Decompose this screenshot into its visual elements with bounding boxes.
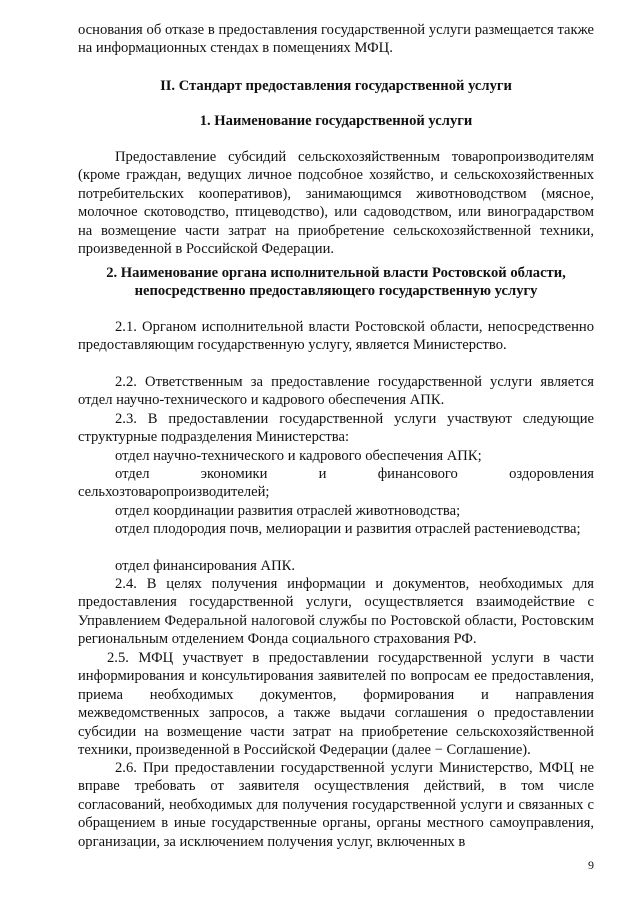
department-item: отдел научно-технического и кадрового обеспечения АПК; — [115, 448, 482, 464]
paragraph-2-4: 2.4. В целях получения информации и документов, необходимых для предоставления государственной услуги, осуществляется взаимодействие с Управлением Федеральной налоговой службы по Ростовской области, Ростовским региональным отделением Фонда социального страхования РФ. — [78, 576, 594, 648]
paragraph-2-6: 2.6. При предоставлении государственной услуги Министерство, МФЦ не вправе требовать от заявителя осуществления действий, в том числе согласований, необходимых для получения государственной услуги и связанных с обращением в иные государственные органы, органы местного самоуправления, организации, за исключением получения услуг, включенных в — [78, 760, 594, 850]
paragraph-2-2: 2.2. Ответственным за предоставление государственной услуги является отдел научно-технического и кадрового обеспечения АПК. — [78, 374, 594, 409]
intro-paragraph: основания об отказе в предоставления государственной услуги размещается также на информационных стендах в помещениях МФЦ. — [78, 22, 594, 57]
paragraph-2-3: 2.3. В предоставлении государственной услуги участвуют следующие структурные подразделения Министерства: — [78, 411, 594, 446]
page-number: 9 — [588, 858, 594, 872]
department-item: отдел финансирования АПК. — [115, 558, 295, 574]
department-item: отдел плодородия почв, мелиорации и развития отраслей растениеводства; — [115, 521, 581, 537]
department-item: отдел экономики и финансового оздоровления сельхозтоваропроизводителей; — [78, 466, 594, 501]
section-heading: II. Стандарт предоставления государственной услуги — [160, 78, 512, 94]
paragraph-2-1: 2.1. Органом исполнительной власти Ростовской области, непосредственно предоставляющим государственную услугу, является Министерство. — [78, 319, 594, 354]
subsection-1-heading: 1. Наименование государственной услуги — [199, 113, 473, 129]
paragraph-2-5: 2.5. МФЦ участвует в предоставлении государственной услуги в части информирования и консультирования заявителей по вопросам ее предоставления, приема необходимых документов, формирования и направления межведомственных запросов, а также выдачи соглашения о предоставлении субсидии на возмещение части затрат на приобретение сельскохозяйственной техники, произведенной в Российской Федерации (далее − Соглашение). — [78, 650, 594, 759]
department-item: отдел координации развития отраслей животноводства; — [115, 503, 461, 519]
subsection-1-text: Предоставление субсидий сельскохозяйственным товаропроизводителям (кроме граждан, ведущих личное подсобное хозяйство, и сельскохозяйственных потребительских кооперативов), занимающимся животноводством (мясное, молочное скотоводство, птицеводство), или садоводством, или виноградарством на возмещение части затрат на приобретение сельскохозяйственной техники, произведенной в Российской Федерации. — [78, 149, 594, 258]
subsection-2-heading: 2. Наименование органа исполнительной власти Ростовской области, непосредственно предоставляющего государственную услугу — [106, 265, 566, 300]
